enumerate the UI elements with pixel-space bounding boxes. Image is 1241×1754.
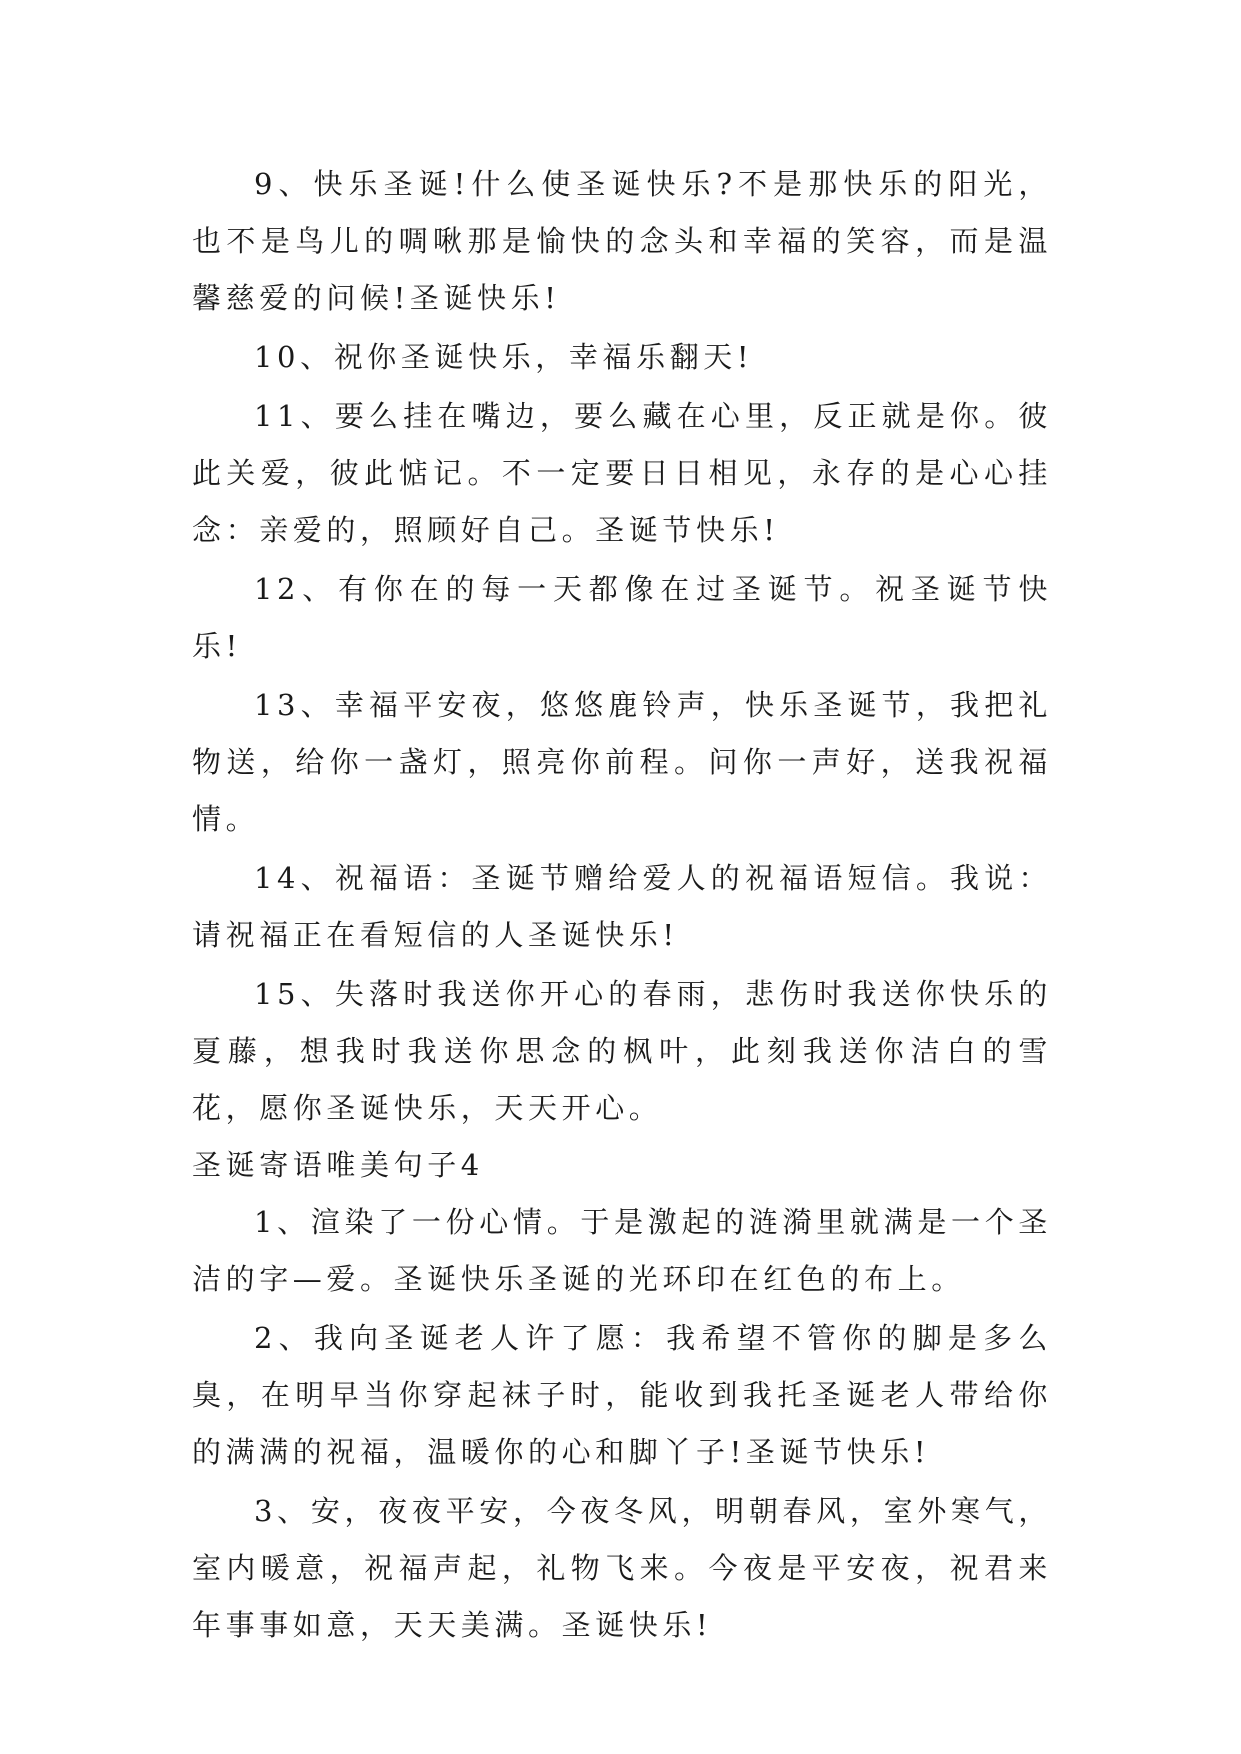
paragraph-item-11: 11、要么挂在嘴边，要么藏在心里，反正就是你。彼此关爱，彼此惦记。不一定要日日相见，永存的是心心挂念：亲爱的，照顾好自己。圣诞节快乐!	[192, 399, 1052, 547]
document-page	[192, 156, 1052, 1654]
paragraph-item-1: 1、渲染了一份心情。于是激起的涟漪里就满是一个圣洁的字—爱。圣诞快乐圣诞的光环印在红色的布上。	[192, 1205, 1052, 1296]
paragraph-item-12: 12、有你在的每一天都像在过圣诞节。祝圣诞节快乐!	[192, 572, 1052, 663]
paragraph-item-9: 9、快乐圣诞!什么使圣诞快乐?不是那快乐的阳光，也不是鸟儿的啁啾那是愉快的念头和幸福的笑容，而是温馨慈爱的问候!圣诞快乐!	[192, 167, 1052, 315]
paragraph-item-10: 10、祝你圣诞快乐，幸福乐翻天!	[254, 340, 754, 374]
section-heading: 圣诞寄语唯美句子4	[192, 1148, 484, 1182]
paragraph-item-2: 2、我向圣诞老人许了愿：我希望不管你的脚是多么臭，在明早当你穿起袜子时，能收到我托圣诞老人带给你的满满的祝福，温暖你的心和脚丫子!圣诞节快乐!	[192, 1321, 1052, 1469]
paragraph-item-14: 14、祝福语：圣诞节赠给爱人的祝福语短信。我说：请祝福正在看短信的人圣诞快乐!	[192, 861, 1052, 952]
paragraph-item-3: 3、安，夜夜平安，今夜冬风，明朝春风，室外寒气，室内暖意，祝福声起，礼物飞来。今夜是平安夜，祝君来年事事如意，天天美满。圣诞快乐!	[192, 1494, 1052, 1642]
paragraph-item-13: 13、幸福平安夜，悠悠鹿铃声，快乐圣诞节，我把礼物送，给你一盏灯，照亮你前程。问你一声好，送我祝福情。	[192, 688, 1052, 836]
paragraph-item-15: 15、失落时我送你开心的春雨，悲伤时我送你快乐的夏藤，想我时我送你思念的枫叶，此刻我送你洁白的雪花，愿你圣诞快乐，天天开心。	[192, 977, 1052, 1125]
